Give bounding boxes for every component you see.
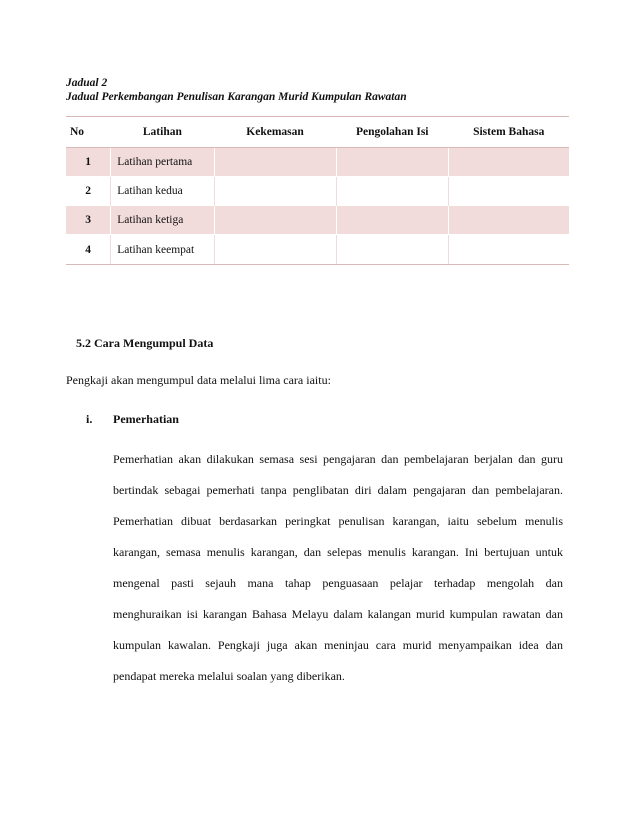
paragraph-line: pendapat mereka melalui soalan yang diberikan. bbox=[113, 669, 345, 683]
cell-pengolahan-isi bbox=[336, 206, 448, 235]
cell-pengolahan-isi bbox=[336, 177, 448, 206]
paragraph-line: mengenal pasti sejauh mana tahap penguasaan pelajar terhadap mengolah dan bbox=[113, 576, 563, 590]
header-pengolahan-isi: Pengolahan Isi bbox=[336, 117, 448, 148]
paragraph-line: menghuraikan isi karangan Bahasa Melayu dalam kalangan murid kumpulan rawatan dan bbox=[113, 607, 563, 621]
cell-sistem-bahasa bbox=[448, 177, 569, 206]
cell-sistem-bahasa bbox=[448, 148, 569, 177]
cell-no: 2 bbox=[85, 185, 91, 197]
cell-latihan: Latihan keempat bbox=[111, 235, 214, 265]
cell-pengolahan-isi bbox=[336, 235, 448, 265]
cell-latihan: Latihan ketiga bbox=[111, 206, 214, 235]
paragraph-line: Pemerhatian dibuat berdasarkan peringkat penulisan karangan, iaitu sebelum menulis bbox=[113, 514, 563, 528]
header-kekemasan: Kekemasan bbox=[214, 117, 336, 148]
paragraph-line: Pemerhatian akan dilakukan semasa sesi pengajaran dan pembelajaran berjalan dan guru bbox=[113, 452, 563, 466]
cell-no: 3 bbox=[66, 206, 111, 235]
table-row bbox=[66, 235, 569, 265]
development-table bbox=[66, 116, 569, 265]
header-sistem-bahasa: Sistem Bahasa bbox=[448, 117, 569, 148]
cell-kekemasan bbox=[214, 235, 336, 265]
paragraph-line: karangan, semasa menulis karangan, dan selepas menulis karangan. Ini bertujuan untuk bbox=[113, 545, 563, 559]
section-intro: Pengkaji akan mengumpul data melalui lima cara iaitu: bbox=[66, 373, 331, 387]
cell-no: 1 bbox=[66, 148, 111, 177]
paragraph-line: kumpulan kawalan. Pengkaji juga akan meninjau cara murid menyampaikan idea dan bbox=[113, 638, 563, 652]
table-caption-title: Jadual Perkembangan Penulisan Karangan Murid Kumpulan Rawatan bbox=[66, 91, 407, 103]
cell-pengolahan-isi bbox=[336, 148, 448, 177]
table-caption-label: Jadual 2 bbox=[66, 77, 108, 89]
subsection-title: Pemerhatian bbox=[113, 412, 179, 426]
cell-no: 4 bbox=[66, 235, 111, 265]
section-heading: 5.2 Cara Mengumpul Data bbox=[76, 336, 214, 350]
cell-sistem-bahasa bbox=[448, 206, 569, 235]
cell-kekemasan bbox=[214, 206, 336, 235]
cell-kekemasan bbox=[214, 177, 336, 206]
table-row bbox=[66, 148, 569, 177]
header-no: No bbox=[66, 117, 111, 148]
table-row bbox=[66, 206, 569, 235]
table-row bbox=[66, 177, 569, 206]
cell-sistem-bahasa bbox=[448, 235, 569, 265]
header-latihan: Latihan bbox=[111, 117, 214, 148]
table-header-row bbox=[66, 117, 569, 148]
cell-latihan: Latihan pertama bbox=[111, 148, 214, 177]
cell-kekemasan bbox=[214, 148, 336, 177]
subsection-number: i. bbox=[86, 412, 93, 426]
paragraph-line: bertindak sebagai pemerhati tanpa penglibatan diri dalam pengajaran dan pembelajaran. bbox=[113, 483, 563, 497]
cell-latihan: Latihan kedua bbox=[111, 177, 214, 206]
